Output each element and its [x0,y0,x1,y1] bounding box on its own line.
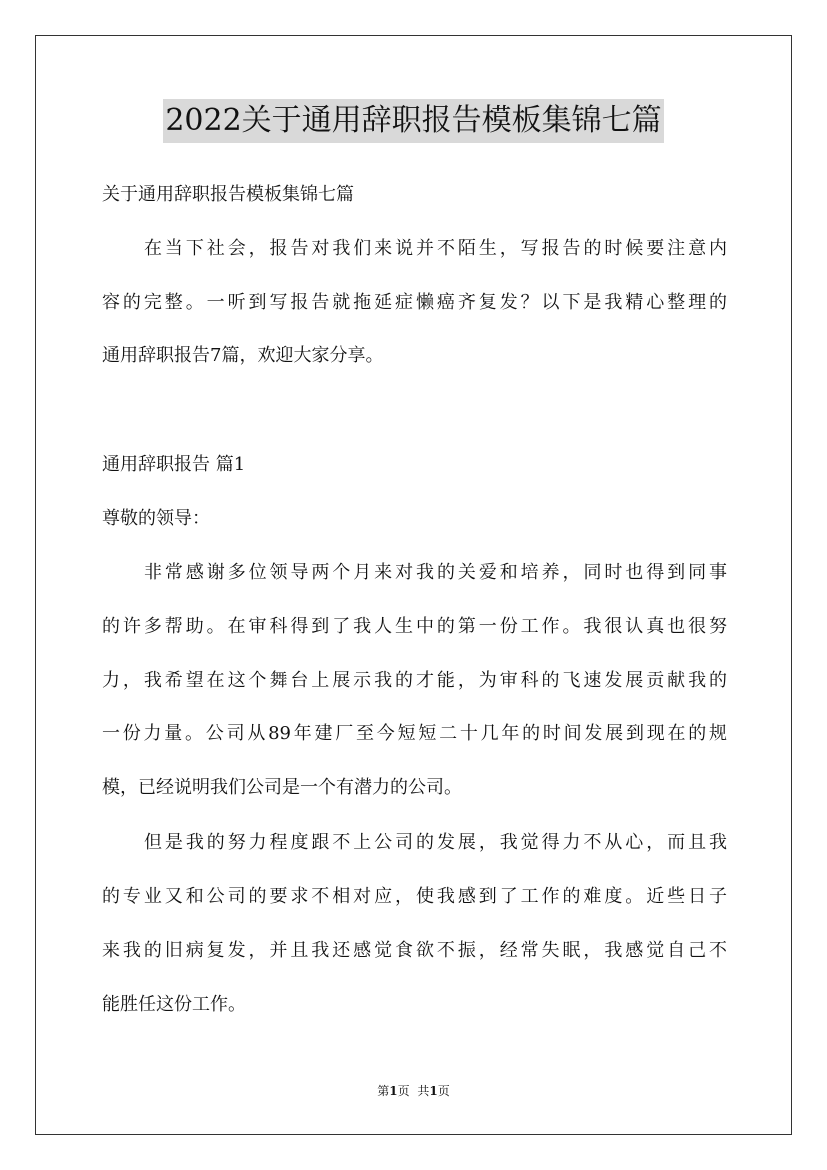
intro-line-3: 通用辞职报告7篇，欢迎大家分享。 [102,345,384,366]
paragraph1-line-4: 一份力量。公司从89年建厂至今短短二十几年的时间发展到现在的规 [102,723,727,744]
footer-total-pages: 1 [429,1084,438,1098]
paragraph1-line-5: 模，已经说明我们公司是一个有潜力的公司。 [102,777,462,798]
paragraph2-line-3: 来我的旧病复发，并且我还感觉食欲不振，经常失眠，我感觉自己不 [102,940,727,961]
intro-line-2: 容的完整。一听到写报告就拖延症懒癌齐复发？以下是我精心整理的 [102,292,727,313]
paragraph1-line-3: 力，我希望在这个舞台上展示我的才能，为审科的飞速发展贡献我的 [102,670,727,691]
footer-total-suffix: 页 [437,1084,450,1098]
salutation: 尊敬的领导： [102,508,210,529]
paragraph2-line-1: 但是我的努力程度跟不上公司的发展，我觉得力不从心，而且我 [144,832,727,853]
paragraph2-line-4: 能胜任这份工作。 [102,994,246,1015]
footer-page-suffix: 页 [397,1084,410,1098]
document-title: 2022关于通用辞职报告模板集锦七篇 [163,99,663,143]
paragraph1-line-1: 非常感谢多位领导两个月来对我的关爱和培养，同时也得到同事 [144,562,727,583]
footer-page-number: 1 [389,1084,398,1098]
paragraph1-line-2: 的许多帮助。在审科得到了我人生中的第一份工作。我很认真也很努 [102,616,727,637]
footer-page-prefix: 第 [377,1084,390,1098]
footer-total-prefix: 共 [417,1084,430,1098]
intro-line-1: 在当下社会，报告对我们来说并不陌生，写报告的时候要注意内 [144,238,727,259]
title-container [0,99,827,143]
paragraph2-line-2: 的专业又和公司的要求不相对应，使我感到了工作的难度。近些日子 [102,886,727,907]
section-heading: 通用辞职报告 篇1 [102,454,246,475]
page-footer [0,1082,827,1100]
document-subtitle: 关于通用辞职报告模板集锦七篇 [102,184,354,205]
